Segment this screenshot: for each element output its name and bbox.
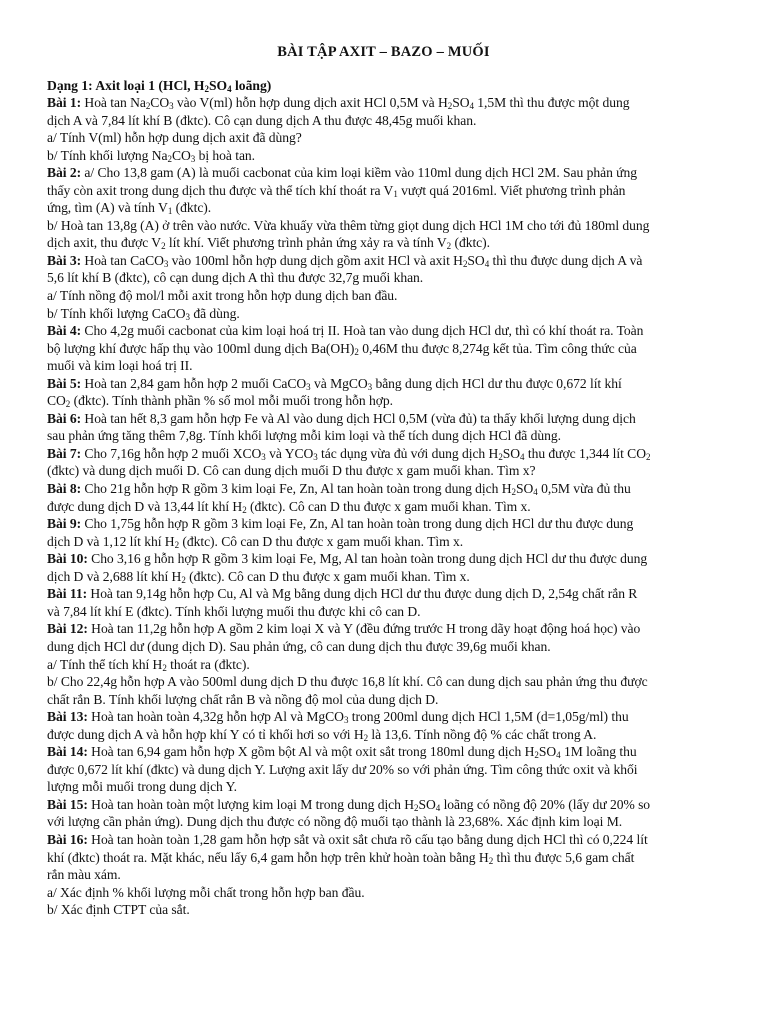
exercise-label: Bài 12: bbox=[47, 621, 92, 637]
exercise-label: Bài 14: bbox=[47, 744, 92, 760]
text-line: sau phản ứng tăng thêm 7,8g. Tính khối lượng mỗi kim loại và thể tích dung dịch HCl đã dùng. bbox=[47, 428, 561, 444]
exercise-label: Bài 10: bbox=[47, 551, 92, 567]
text-line: rắn màu xám. bbox=[47, 867, 121, 883]
text-line: Bài 4: Cho 4,2g muối cacbonat của kim loại hoá trị II. Hoà tan vào dung dịch HCl dư, thì có khí thoát ra. Toàn bbox=[47, 323, 644, 339]
text-line: a/ Tính V(ml) hỗn hợp dung dịch axit đã dùng? bbox=[47, 130, 302, 146]
text-line: Bài 15: Hoà tan hoàn toàn một lượng kim loại M trong dung dịch $H_2SO_4$ loãng có nồng độ 20% (lấy dư 20% so bbox=[47, 796, 651, 813]
text-line: dịch D và 1,12 lít khí $H_2$ (đktc). Cô can D thu được x gam muối khan. Tìm x. bbox=[47, 533, 464, 550]
text-line: b/ Hoà tan 13,8g (A) ở trên vào nước. Vừa khuấy vừa thêm từng giọt dung dịch HCl 1M cho tới đủ 180ml dung bbox=[47, 217, 650, 233]
text-line: được 0,672 lít khí (đktc) và dung dịch Y. Lượng axit lấy dư 20% so với phản ứng. Tìm công thức oxit và khối bbox=[47, 761, 638, 777]
exercise-label: Bài 2: bbox=[47, 165, 85, 181]
text-line: Bài 7: Cho 7,16g hỗn hợp 2 muối $XCO_3$ và $YCO_3$ tác dụng vừa đủ với dung dịch $H_2SO_4$ thu được 1,344 lít $CO_2$ bbox=[47, 445, 651, 462]
text-line: dịch A và 7,84 lít khí B (đktc). Cô cạn dung dịch A thu được 48,45g muối khan. bbox=[47, 112, 477, 128]
exercise-label: Bài 9: bbox=[47, 516, 85, 532]
text-line: dung dịch HCl dư (dung dịch D). Sau phản ứng, cô can dung dịch thu được 39,6g muối khan. bbox=[47, 638, 551, 654]
text-line: Bài 2: a/ Cho 13,8 gam (A) là muối cacbonat của kim loại kiềm vào 110ml dung dịch HCl 2M. Sau phản ứng bbox=[47, 165, 637, 181]
text-line: a/ Xác định % khối lượng mỗi chất trong hỗn hợp ban đầu. bbox=[47, 884, 365, 900]
text-line: b/ Cho 22,4g hỗn hợp A vào 500ml dung dịch D thu được 16,8 lít khí. Cô can dung dịch sau phản ứng thu được bbox=[47, 674, 648, 690]
text-line: Bài 13: Hoà tan hoàn toàn 4,32g hỗn hợp Al và MgCO$_3$ trong 200ml dung dịch HCl 1,5M (d=1,05g/ml) thu bbox=[47, 709, 629, 726]
exercise-label: Bài 15: bbox=[47, 796, 92, 812]
exercise-list bbox=[47, 94, 720, 919]
exercise-label: Bài 11: bbox=[47, 586, 91, 602]
text-line: bộ lượng khí được hấp thụ vào 100ml dung dịch $Ba(OH)_2$ 0,46M thu được 8,274g kết tủa. Tìm công thức của bbox=[47, 340, 637, 357]
exercise-label: Bài 13: bbox=[47, 709, 92, 725]
text-line: dịch axit, thu được $V_2$ lít khí. Viết phương trình phản ứng xảy ra và tính $V_2$ (đktc). bbox=[47, 235, 490, 252]
text-line: Bài 3: Hoà tan CaCO$_3$ vào 100ml hỗn hợp dung dịch gồm axit HCl và axit $H_2SO_4$ thì thu được dung dịch A và bbox=[47, 252, 643, 269]
text-line: được dung dịch A và hỗn hợp khí Y có tỉ khối hơi so với $H_2$ là 13,6. Tính nồng độ % các chất trong A. bbox=[47, 726, 597, 743]
text-line: Bài 10: Cho 3,16 g hỗn hợp R gồm 3 kim loại Fe, Mg, Al tan hoàn toàn trong dung dịch HCl dư thu được dung bbox=[47, 551, 648, 567]
text-line: ứng, tìm (A) và tính $V_1$ (đktc). bbox=[47, 200, 212, 217]
text-line: Bài 5: Hoà tan 2,84 gam hỗn hợp 2 muối CaCO$_3$ và MgCO$_3$ bằng dung dịch HCl dư thu được 0,672 lít khí bbox=[47, 375, 622, 392]
exercise-label: Bài 1: bbox=[47, 95, 85, 110]
text-line: Bài 6: Hoà tan hết 8,3 gam hỗn hợp Fe và Al vào dung dịch HCl 0,5M (vừa đủ) ta thấy khối lượng dung dịch bbox=[47, 410, 636, 426]
text-line: dịch D và 2,688 lít khí $H_2$ (đktc). Cô can D thu được x gam muối khan. Tìm x. bbox=[47, 568, 470, 585]
exercise-label: Bài 3: bbox=[47, 252, 85, 268]
text-line: lượng mỗi muối trong dung dịch Y. bbox=[47, 779, 238, 795]
text-line: Bài 8: Cho 21g hỗn hợp R gồm 3 kim loại Fe, Zn, Al tan hoàn toàn trong dung dịch $H_2SO_4$ 0,5M vừa đủ thu bbox=[47, 481, 631, 498]
exercise-label: Bài 8: bbox=[47, 481, 85, 497]
text-line: (đktc) và dung dịch muối D. Cô can dung dịch muối D thu được x gam muối khan. Tìm x? bbox=[47, 463, 536, 479]
text-line: $CO_2$ (đktc). Tính thành phần % số mol mỗi muối trong hỗn hợp. bbox=[47, 393, 394, 410]
text-line: b/ Xác định CTPT của sắt. bbox=[47, 902, 190, 918]
text-line: a/ Tính nồng độ mol/l mỗi axit trong hỗn hợp dung dịch ban đầu. bbox=[47, 288, 398, 304]
text-line: khí (đktc) thoát ra. Mặt khác, nếu lấy 6,4 gam hỗn hợp trên khử hoàn toàn bằng $H_2$ thì thu được 5,6 gam chất bbox=[47, 849, 635, 866]
section-heading: Dạng 1: Axit loại 1 (HCl, $H_2SO_4$ loãng) bbox=[47, 78, 272, 94]
text-line: chất rắn B. Tính khối lượng chất rắn B và nồng độ mol của dung dịch D. bbox=[47, 691, 439, 707]
text-line: a/ Tính thể tích khí $H_2$ thoát ra (đktc). bbox=[47, 656, 250, 673]
exercise-label: Bài 7: bbox=[47, 445, 85, 461]
text-line: 5,6 lít khí B (đktc), cô cạn dung dịch A thì thu được 32,7g muối khan. bbox=[47, 270, 424, 286]
document-title: BÀI TẬP AXIT – BAZO – MUỐI bbox=[277, 44, 490, 60]
exercise-label: Bài 16: bbox=[47, 831, 92, 847]
text-line: với lượng cần phản ứng). Dung dịch thu được có nồng độ muối tạo thành là 23,68%. Xác định kim loại M. bbox=[47, 814, 623, 830]
text-line: thấy còn axit trong dung dịch thu được và thể tích khí thoát ra $V_1$ vượt quá 2016ml. Viết phương trình phản bbox=[47, 182, 626, 199]
exercise-label: Bài 5: bbox=[47, 375, 85, 391]
text-line: Bài 9: Cho 1,75g hỗn hợp R gồm 3 kim loại Fe, Zn, Al tan hoàn toàn trong dung dịch HCl dư thu được dung bbox=[47, 516, 634, 532]
text-line: được dung dịch D và 13,44 lít khí $H_2$ (đktc). Cô can D thu được x gam muối khan. Tìm x. bbox=[47, 498, 531, 515]
text-line: Bài 1: Hoà $\tan Na_2CO_3$ vào V(ml) hỗn hợp dung dịch axit HCl 0,5M và $H_2SO_4$ 1,5M thì thu được một dung bbox=[47, 95, 630, 111]
text-line: Bài 12: Hoà tan 11,2g hỗn hợp A gồm 2 kim loại X và Y (đều đứng trước H trong dãy hoạt động hoá học) vào bbox=[47, 621, 641, 637]
text-line: muối và kim loại hoá trị II. bbox=[47, 358, 193, 374]
exercise-label: Bài 4: bbox=[47, 323, 85, 339]
text-line: b/ Tính khối lượng CaCO$_3$ đã dùng. bbox=[47, 305, 240, 322]
exercise-label: Bài 6: bbox=[47, 410, 85, 426]
text-line: b/ Tính khối lượng $Na_2CO_3$ bị hoà tan. bbox=[47, 147, 256, 164]
text-line: Bài 16: Hoà tan hoàn toàn 1,28 gam hỗn hợp sắt và oxit sắt chưa rõ cấu tạo bằng dung dịch HCl thì có 0,224 lít bbox=[47, 831, 648, 847]
text-line: Bài 11: Hoà tan 9,14g hỗn hợp Cu, Al và Mg bằng dung dịch HCl dư thu được dung dịch D, 2,54g chất rắn R bbox=[47, 586, 638, 602]
text-line: và 7,84 lít khí E (đktc). Tính khối lượng muối thu được khi cô can D. bbox=[47, 603, 421, 619]
text-line: Bài 14: Hoà tan 6,94 gam hỗn hợp X gồm bột Al và một oxit sắt trong 180ml dung dịch $H_2SO_4$ 1M loãng thu bbox=[47, 744, 637, 761]
